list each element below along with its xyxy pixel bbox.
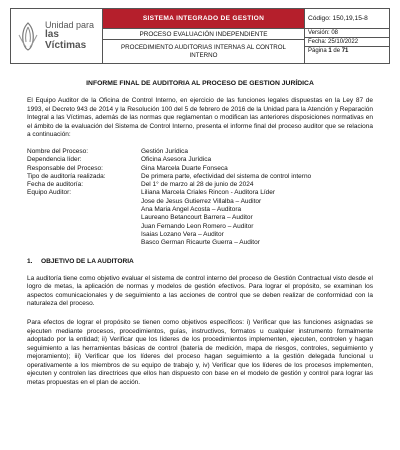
page-number: Página 1 de 71 bbox=[308, 48, 349, 54]
logo bbox=[11, 9, 103, 63]
logo-line-2: las Víctimas bbox=[45, 29, 87, 51]
detail-row: Tipo de auditoría realizada: De primera parte, efectividad del sistema de control interno bbox=[27, 172, 312, 180]
document-header bbox=[10, 8, 390, 64]
logo-line-1: Unidad para bbox=[45, 19, 95, 30]
logo-hands-icon bbox=[15, 21, 41, 51]
detail-row: Nombre del Proceso: Gestión Jurídica bbox=[27, 147, 188, 155]
process-name: PROCESO EVALUACIÓN INDEPENDIENTE bbox=[103, 29, 304, 40]
detail-row: Juan Fernando Leon Romero – Auditor bbox=[141, 222, 254, 230]
document-code: Código: 150,19,15-8 bbox=[305, 9, 389, 29]
detail-row: Fecha de auditoría: Del 1° de marzo al 28 de junio de 2024 bbox=[27, 181, 254, 189]
section-paragraph: Para efectos de lograr el propósito se tienen como objetivos específicos: i) Verificar que las funciones asignadas se ejecuten mediante procesos, procedimientos, guías, instructivos, formatos u cualquier instrumento formalmente adoptado por la entidad; ii) Verificar que los líderes de los procedimientos implementen, ejecuten, controlen y hagan seguimiento a las herramientas básicas de control (batería de medición, mapa de riesgos, controles, seguimiento y mejoramiento); iii) Verificar que los líderes del proceso hagan seguimiento a la gestión delegada funcional u operativamente a los miembros de su equipo de trabajo y, iv) Verificar que los líderes de los procesos implementen, ejecuten y controlen las directrices que ellos han dispuesto con base en el modelo de gestión y control para lograr las metas propuestas en el plan de acción. bbox=[27, 318, 373, 387]
detail-row: Isaias Lozano Vera – Auditor bbox=[141, 230, 224, 238]
document-date: Fecha: 25/10/2022 bbox=[305, 38, 389, 47]
procedure-name: PROCEDIMIENTO AUDITORIAS INTERNAS AL CONTROL INTERNO bbox=[121, 44, 286, 59]
detail-row: Responsable del Proceso: Gina Marcela Duarte Fonseca bbox=[27, 164, 228, 172]
detail-row: Dependencia líder: Oficina Asesora Jurídica bbox=[27, 156, 212, 164]
system-title: SISTEMA INTEGRADO DE GESTION bbox=[103, 9, 304, 29]
audit-details bbox=[27, 148, 373, 248]
detail-row: Equipo Auditor: Liliana Marcela Criales Rincon - Auditora Líder bbox=[27, 189, 276, 197]
detail-row: Basco German Ricaurte Guerra – Auditor bbox=[141, 239, 260, 247]
report-title: INFORME FINAL DE AUDITORIA AL PROCESO DE GESTION JURÍDICA bbox=[86, 80, 314, 87]
section-paragraph: La auditoría tiene como objetivo evaluar el sistema de control interno del proceso de Gestión Contractual visto desde el logro de metas, la aplicación de normas y modelos de gestión efectivos. Para lograr el propósito, se examinan los aspectos comunicacionales y de seguimiento a las acciones de control que se deben realizar de conformidad con la naturaleza del proceso. bbox=[27, 274, 373, 308]
intro-paragraph: El Equipo Auditor de la Oficina de Control Interno, en ejercicio de las funciones legales dispuestas en la Ley 87 de 1993, el Decreto 943 de 2014 y la Resolución 100 del 5 de febrero de 2016 de la Unidad para la Atención y Reparación Integral a las Víctimas, además de las normas que reglamentan o modifican las anteriores disposiciones normativas en el ámbito de la evaluación del Sistema de Control Interno, presenta el informe final del proceso auditor que se relaciona a continuación: bbox=[27, 97, 373, 139]
detail-row: Laureano Betancourt Barrera – Auditor bbox=[141, 214, 253, 222]
detail-row: Jose de Jesus Gutierrez Villalba – Auditor bbox=[141, 197, 262, 205]
document-version: Versión: 08 bbox=[305, 29, 389, 38]
detail-row: Ana Maria Angel Acosta – Auditora bbox=[141, 206, 242, 214]
section-heading: 1. OBJETIVO DE LA AUDITORIA bbox=[27, 257, 134, 265]
